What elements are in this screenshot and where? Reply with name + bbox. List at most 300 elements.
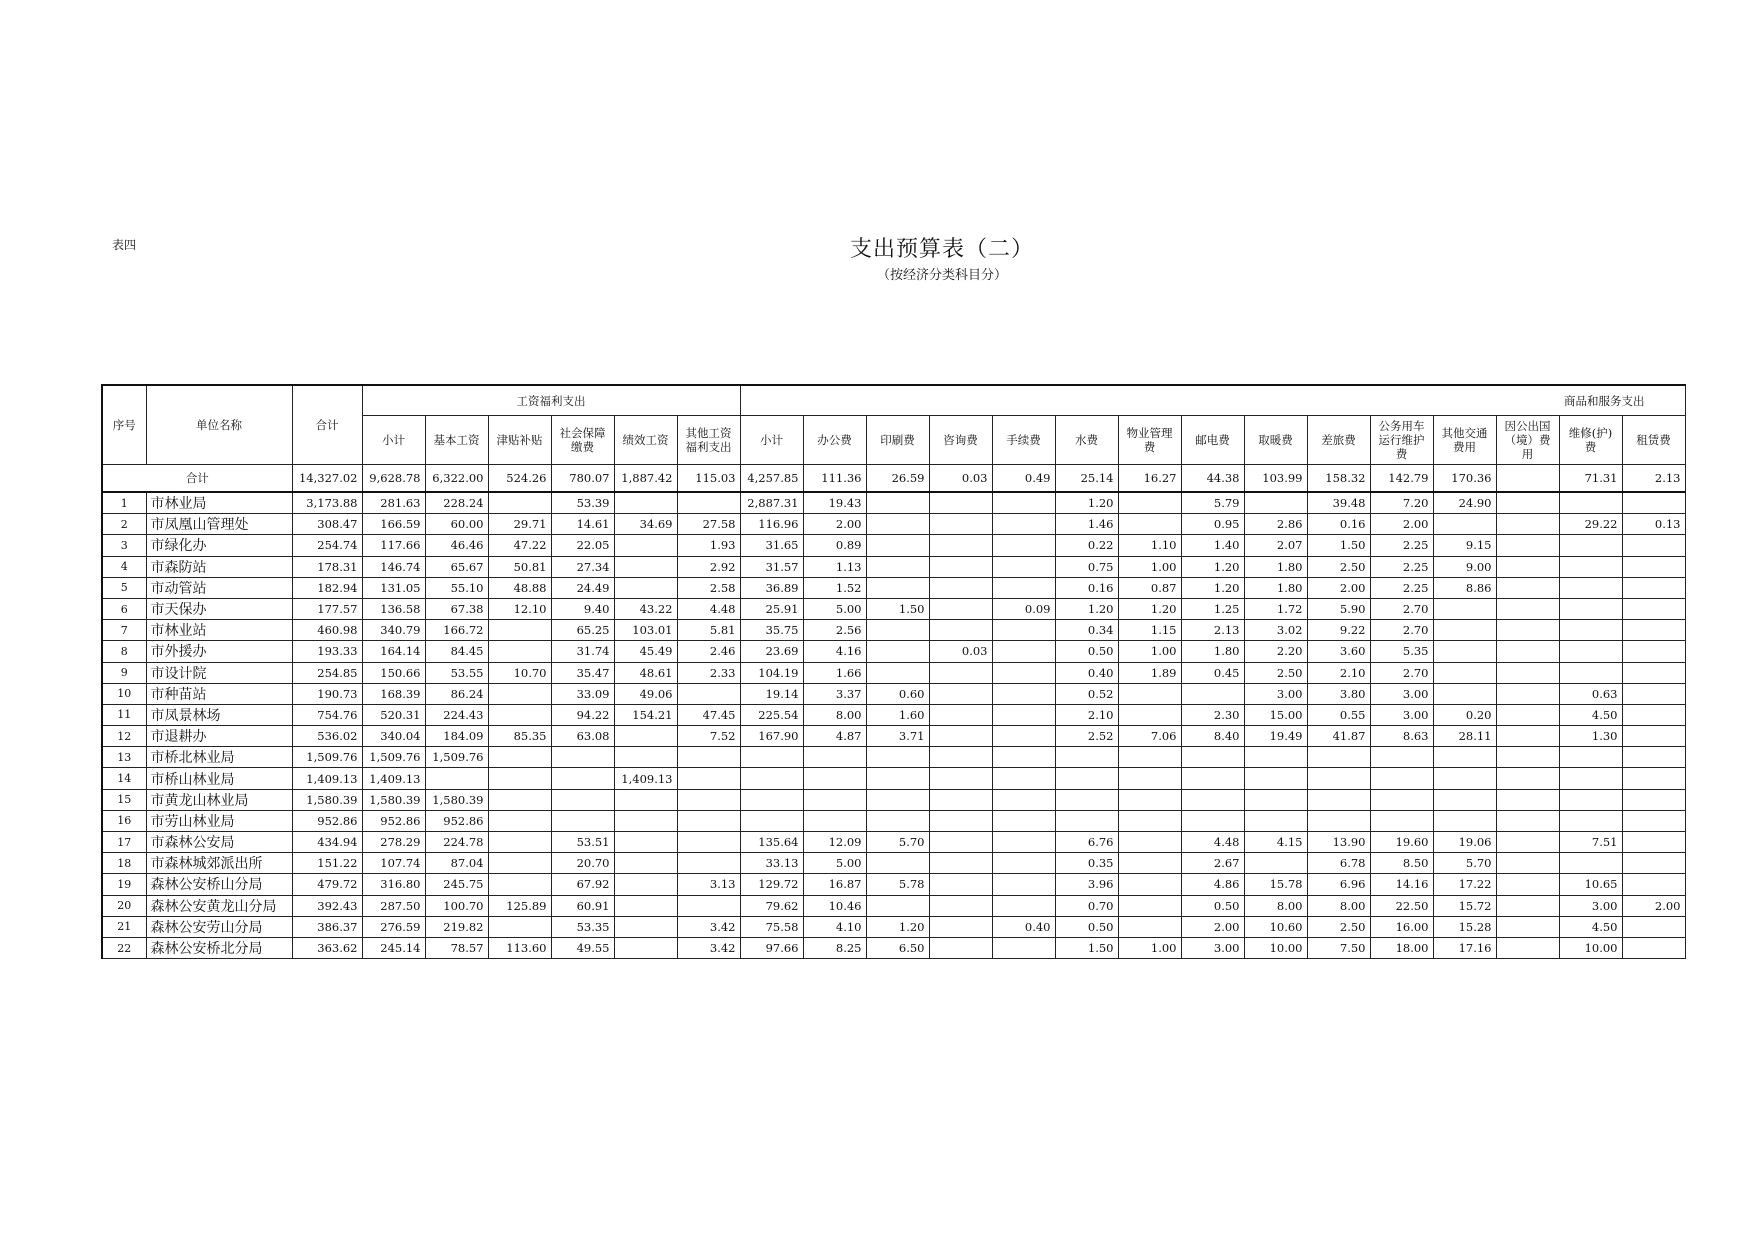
page-title: 支出预算表（二） <box>849 237 1034 262</box>
table-cell: 14.16 <box>1370 874 1433 895</box>
row-unit-name: 市黄龙山林业局 <box>146 789 292 810</box>
table-cell: 3.60 <box>1307 641 1370 662</box>
table-cell: 2.00 <box>1370 514 1433 535</box>
table-cell: 154.21 <box>614 704 677 725</box>
table-cell <box>1244 747 1307 768</box>
table-cell: 166.72 <box>425 620 488 641</box>
table-cell <box>1244 768 1307 789</box>
table-row <box>102 598 1685 619</box>
table-cell: 164.14 <box>362 641 425 662</box>
table-cell <box>1118 747 1181 768</box>
row-index: 7 <box>102 620 146 641</box>
table-cell <box>614 535 677 556</box>
table-cell <box>677 747 740 768</box>
table-cell <box>1622 492 1685 514</box>
table-cell <box>866 514 929 535</box>
table-row <box>102 726 1685 747</box>
table-cell: 1.80 <box>1244 577 1307 598</box>
table-cell: 1.66 <box>803 662 866 683</box>
row-index: 2 <box>102 514 146 535</box>
table-cell: 36.89 <box>740 577 803 598</box>
table-cell <box>488 683 551 704</box>
table-cell: 254.74 <box>292 535 362 556</box>
table-cell: 75.58 <box>740 916 803 937</box>
table-cell: 5.35 <box>1370 641 1433 662</box>
table-cell: 1,509.76 <box>362 747 425 768</box>
table-cell: 2.67 <box>1181 853 1244 874</box>
table-row <box>102 853 1685 874</box>
table-cell <box>1496 747 1559 768</box>
table-cell: 0.40 <box>1055 662 1118 683</box>
column-header: 印刷费 <box>866 416 929 465</box>
table-cell <box>992 895 1055 916</box>
table-cell: 2.56 <box>803 620 866 641</box>
table-cell <box>929 810 992 831</box>
table-cell: 116.96 <box>740 514 803 535</box>
table-cell <box>1055 789 1118 810</box>
table-cell <box>1307 747 1370 768</box>
table-cell <box>929 747 992 768</box>
table-cell: 50.81 <box>488 556 551 577</box>
table-cell <box>1244 492 1307 514</box>
row-index: 19 <box>102 874 146 895</box>
table-cell: 2.20 <box>1244 641 1307 662</box>
table-cell <box>677 810 740 831</box>
table-cell <box>1622 620 1685 641</box>
total-cell: 25.14 <box>1055 465 1118 493</box>
table-cell <box>1433 641 1496 662</box>
table-cell: 952.86 <box>362 810 425 831</box>
table-cell: 0.75 <box>1055 556 1118 577</box>
table-cell: 316.80 <box>362 874 425 895</box>
table-cell <box>677 683 740 704</box>
table-cell: 6.76 <box>1055 832 1118 853</box>
table-cell: 15.28 <box>1433 916 1496 937</box>
row-index: 1 <box>102 492 146 514</box>
table-cell: 19.43 <box>803 492 866 514</box>
table-cell <box>992 577 1055 598</box>
row-index: 13 <box>102 747 146 768</box>
table-cell: 5.70 <box>866 832 929 853</box>
table-cell: 4.86 <box>1181 874 1244 895</box>
table-cell <box>1496 556 1559 577</box>
table-cell: 0.50 <box>1055 641 1118 662</box>
table-cell <box>1559 789 1622 810</box>
table-cell: 276.59 <box>362 916 425 937</box>
table-cell: 10.60 <box>1244 916 1307 937</box>
column-header: 津贴补贴 <box>488 416 551 465</box>
table-cell: 4.87 <box>803 726 866 747</box>
total-cell: 1,887.42 <box>614 465 677 493</box>
total-cell: 0.03 <box>929 465 992 493</box>
table-cell: 53.51 <box>551 832 614 853</box>
table-cell <box>1244 810 1307 831</box>
table-cell: 3.13 <box>677 874 740 895</box>
table-cell: 5.70 <box>1433 853 1496 874</box>
table-cell: 0.52 <box>1055 683 1118 704</box>
table-cell: 60.91 <box>551 895 614 916</box>
table-cell <box>866 556 929 577</box>
table-cell <box>929 726 992 747</box>
table-cell <box>488 810 551 831</box>
table-cell: 6.78 <box>1307 853 1370 874</box>
table-cell <box>992 768 1055 789</box>
table-cell: 49.06 <box>614 683 677 704</box>
table-cell: 0.40 <box>992 916 1055 937</box>
table-cell <box>803 768 866 789</box>
column-header: 绩效工资 <box>614 416 677 465</box>
table-cell: 7.06 <box>1118 726 1181 747</box>
table-cell <box>1622 535 1685 556</box>
table-row <box>102 916 1685 937</box>
header-total: 合计 <box>292 385 362 465</box>
table-cell <box>1496 514 1559 535</box>
table-cell: 5.00 <box>803 598 866 619</box>
table-cell: 0.45 <box>1181 662 1244 683</box>
table-cell <box>1433 768 1496 789</box>
table-cell <box>929 832 992 853</box>
table-cell: 48.61 <box>614 662 677 683</box>
table-cell <box>929 492 992 514</box>
table-cell: 0.89 <box>803 535 866 556</box>
table-cell: 2.25 <box>1370 577 1433 598</box>
column-header: 小计 <box>362 416 425 465</box>
row-index: 18 <box>102 853 146 874</box>
table-cell: 3.02 <box>1244 620 1307 641</box>
table-cell <box>929 683 992 704</box>
table-cell: 1.52 <box>803 577 866 598</box>
table-cell <box>614 556 677 577</box>
table-cell <box>1118 683 1181 704</box>
table-cell: 104.19 <box>740 662 803 683</box>
table-cell <box>929 895 992 916</box>
table-cell: 2.10 <box>1055 704 1118 725</box>
row-index: 16 <box>102 810 146 831</box>
table-cell: 85.35 <box>488 726 551 747</box>
table-cell: 8.00 <box>1307 895 1370 916</box>
table-cell <box>1118 832 1181 853</box>
row-unit-name: 森林公安劳山分局 <box>146 916 292 937</box>
table-cell: 113.60 <box>488 937 551 958</box>
table-cell <box>1622 789 1685 810</box>
table-cell: 31.74 <box>551 641 614 662</box>
table-cell: 178.31 <box>292 556 362 577</box>
table-cell: 19.49 <box>1244 726 1307 747</box>
table-cell: 4.10 <box>803 916 866 937</box>
table-cell: 3.42 <box>677 916 740 937</box>
table-cell: 340.04 <box>362 726 425 747</box>
table-cell: 7.51 <box>1559 832 1622 853</box>
row-index: 11 <box>102 704 146 725</box>
table-cell: 16.00 <box>1370 916 1433 937</box>
table-cell: 16.87 <box>803 874 866 895</box>
table-cell: 86.24 <box>425 683 488 704</box>
column-header: 基本工资 <box>425 416 488 465</box>
table-cell <box>1622 853 1685 874</box>
table-row <box>102 514 1685 535</box>
table-cell: 78.57 <box>425 937 488 958</box>
table-cell <box>929 916 992 937</box>
total-cell: 14,327.02 <box>292 465 362 493</box>
row-unit-name: 森林公安黄龙山分局 <box>146 895 292 916</box>
header-unit: 单位名称 <box>146 385 292 465</box>
total-cell: 780.07 <box>551 465 614 493</box>
total-cell: 524.26 <box>488 465 551 493</box>
table-cell: 135.64 <box>740 832 803 853</box>
table-cell: 392.43 <box>292 895 362 916</box>
table-cell: 1.20 <box>1118 598 1181 619</box>
row-index: 6 <box>102 598 146 619</box>
table-cell <box>614 916 677 937</box>
table-cell: 0.50 <box>1181 895 1244 916</box>
table-cell <box>1370 810 1433 831</box>
table-cell: 7.52 <box>677 726 740 747</box>
table-cell: 1.80 <box>1244 556 1307 577</box>
table-cell: 3.00 <box>1181 937 1244 958</box>
table-cell: 1,509.76 <box>425 747 488 768</box>
total-cell: 111.36 <box>803 465 866 493</box>
table-cell <box>992 853 1055 874</box>
table-cell: 1,580.39 <box>292 789 362 810</box>
table-cell <box>1307 810 1370 831</box>
row-unit-name: 市外援办 <box>146 641 292 662</box>
table-cell: 12.09 <box>803 832 866 853</box>
table-cell: 9.15 <box>1433 535 1496 556</box>
table-cell: 1.00 <box>1118 937 1181 958</box>
row-unit-name: 市天保办 <box>146 598 292 619</box>
table-cell <box>992 937 1055 958</box>
table-cell: 2.13 <box>1181 620 1244 641</box>
table-cell: 29.22 <box>1559 514 1622 535</box>
table-cell <box>1244 789 1307 810</box>
table-cell <box>551 789 614 810</box>
total-cell: 16.27 <box>1118 465 1181 493</box>
table-cell: 2.58 <box>677 577 740 598</box>
table-cell <box>1307 768 1370 789</box>
table-cell: 41.87 <box>1307 726 1370 747</box>
table-cell <box>1496 620 1559 641</box>
table-cell <box>866 620 929 641</box>
table-cell <box>1496 853 1559 874</box>
table-cell <box>1559 853 1622 874</box>
table-cell: 0.03 <box>929 641 992 662</box>
table-cell <box>1496 492 1559 514</box>
table-cell: 129.72 <box>740 874 803 895</box>
table-cell <box>1118 514 1181 535</box>
table-cell: 0.50 <box>1055 916 1118 937</box>
table-cell <box>614 577 677 598</box>
table-cell <box>929 874 992 895</box>
row-unit-name: 森林公安桥山分局 <box>146 874 292 895</box>
table-cell: 4.50 <box>1559 916 1622 937</box>
table-cell <box>1433 810 1496 831</box>
table-cell <box>1496 832 1559 853</box>
table-cell: 219.82 <box>425 916 488 937</box>
table-cell <box>1496 535 1559 556</box>
table-cell <box>1622 556 1685 577</box>
table-cell <box>740 768 803 789</box>
table-cell <box>488 747 551 768</box>
table-cell <box>929 556 992 577</box>
row-index: 9 <box>102 662 146 683</box>
row-index: 14 <box>102 768 146 789</box>
table-cell: 2.46 <box>677 641 740 662</box>
table-cell <box>992 535 1055 556</box>
header-group-goods: 商品和服务支出 <box>740 385 1685 416</box>
table-cell: 0.22 <box>1055 535 1118 556</box>
table-cell: 97.66 <box>740 937 803 958</box>
table-cell: 63.08 <box>551 726 614 747</box>
table-cell <box>614 937 677 958</box>
table-cell: 4.50 <box>1559 704 1622 725</box>
table-cell <box>1559 577 1622 598</box>
table-row <box>102 620 1685 641</box>
table-cell: 48.88 <box>488 577 551 598</box>
table-cell <box>425 768 488 789</box>
column-header: 差旅费 <box>1307 416 1370 465</box>
table-cell <box>1370 747 1433 768</box>
column-header: 因公出国（境）费用 <box>1496 416 1559 465</box>
table-cell <box>1622 683 1685 704</box>
table-cell: 0.70 <box>1055 895 1118 916</box>
table-cell <box>992 492 1055 514</box>
table-cell <box>1118 704 1181 725</box>
table-cell: 6.96 <box>1307 874 1370 895</box>
table-cell <box>488 853 551 874</box>
table-cell: 117.66 <box>362 535 425 556</box>
table-cell <box>992 704 1055 725</box>
table-cell <box>1622 598 1685 619</box>
table-cell: 125.89 <box>488 895 551 916</box>
table-cell: 29.71 <box>488 514 551 535</box>
table-cell: 2,887.31 <box>740 492 803 514</box>
table-cell: 7.20 <box>1370 492 1433 514</box>
table-cell: 386.37 <box>292 916 362 937</box>
table-cell: 1.89 <box>1118 662 1181 683</box>
table-cell: 5.90 <box>1307 598 1370 619</box>
header-group-wages: 工资福利支出 <box>362 385 740 416</box>
table-cell: 8.86 <box>1433 577 1496 598</box>
table-cell <box>1055 768 1118 789</box>
table-cell: 15.78 <box>1244 874 1307 895</box>
row-index: 4 <box>102 556 146 577</box>
table-cell <box>740 810 803 831</box>
table-cell: 224.43 <box>425 704 488 725</box>
total-cell: 71.31 <box>1559 465 1622 493</box>
table-cell <box>1496 598 1559 619</box>
table-cell <box>551 747 614 768</box>
table-cell: 84.45 <box>425 641 488 662</box>
table-row <box>102 874 1685 895</box>
row-unit-name: 市森林城郊派出所 <box>146 853 292 874</box>
table-cell: 3,173.88 <box>292 492 362 514</box>
table-cell: 33.13 <box>740 853 803 874</box>
table-cell: 1,580.39 <box>425 789 488 810</box>
table-cell: 2.52 <box>1055 726 1118 747</box>
table-cell: 65.67 <box>425 556 488 577</box>
table-cell <box>929 598 992 619</box>
column-header: 公务用车运行维护费 <box>1370 416 1433 465</box>
column-header: 物业管理费 <box>1118 416 1181 465</box>
table-cell: 3.80 <box>1307 683 1370 704</box>
table-cell <box>803 747 866 768</box>
table-cell <box>1181 747 1244 768</box>
table-cell <box>929 768 992 789</box>
table-cell <box>1496 577 1559 598</box>
table-cell: 1.30 <box>1559 726 1622 747</box>
total-cell: 142.79 <box>1370 465 1433 493</box>
table-cell <box>992 683 1055 704</box>
row-index: 21 <box>102 916 146 937</box>
table-cell: 2.25 <box>1370 556 1433 577</box>
table-cell: 225.54 <box>740 704 803 725</box>
table-cell <box>1433 514 1496 535</box>
table-cell <box>1496 874 1559 895</box>
total-cell <box>1496 465 1559 493</box>
table-cell <box>614 895 677 916</box>
table-cell <box>551 810 614 831</box>
table-cell: 4.16 <box>803 641 866 662</box>
table-cell: 47.22 <box>488 535 551 556</box>
table-cell <box>1496 937 1559 958</box>
table-cell <box>614 789 677 810</box>
table-cell <box>992 662 1055 683</box>
table-cell: 94.22 <box>551 704 614 725</box>
total-cell: 6,322.00 <box>425 465 488 493</box>
table-cell <box>1181 810 1244 831</box>
table-row <box>102 704 1685 725</box>
table-cell: 1.93 <box>677 535 740 556</box>
table-cell: 31.65 <box>740 535 803 556</box>
table-cell: 9.40 <box>551 598 614 619</box>
table-cell <box>740 747 803 768</box>
table-cell <box>803 810 866 831</box>
table-cell: 536.02 <box>292 726 362 747</box>
table-cell: 1.60 <box>866 704 929 725</box>
total-cell: 170.36 <box>1433 465 1496 493</box>
row-unit-name: 市桥山林业局 <box>146 768 292 789</box>
table-cell: 23.69 <box>740 641 803 662</box>
table-row <box>102 683 1685 704</box>
column-header: 办公费 <box>803 416 866 465</box>
total-cell: 2.13 <box>1622 465 1685 493</box>
column-header: 其他交通费用 <box>1433 416 1496 465</box>
table-cell: 2.70 <box>1370 662 1433 683</box>
table-cell <box>1496 789 1559 810</box>
table-cell <box>1055 747 1118 768</box>
row-index: 15 <box>102 789 146 810</box>
table-row <box>102 832 1685 853</box>
table-cell: 281.63 <box>362 492 425 514</box>
table-cell <box>1559 598 1622 619</box>
table-row <box>102 662 1685 683</box>
row-index: 8 <box>102 641 146 662</box>
table-cell <box>1244 853 1307 874</box>
table-cell: 3.00 <box>1370 704 1433 725</box>
table-cell <box>1559 662 1622 683</box>
table-cell: 3.37 <box>803 683 866 704</box>
table-cell <box>1622 768 1685 789</box>
table-cell <box>992 747 1055 768</box>
table-cell <box>1559 747 1622 768</box>
table-cell: 0.95 <box>1181 514 1244 535</box>
table-cell <box>1118 853 1181 874</box>
table-cell <box>1559 556 1622 577</box>
row-index: 20 <box>102 895 146 916</box>
table-cell: 8.00 <box>1244 895 1307 916</box>
table-cell <box>488 704 551 725</box>
table-cell <box>1496 768 1559 789</box>
